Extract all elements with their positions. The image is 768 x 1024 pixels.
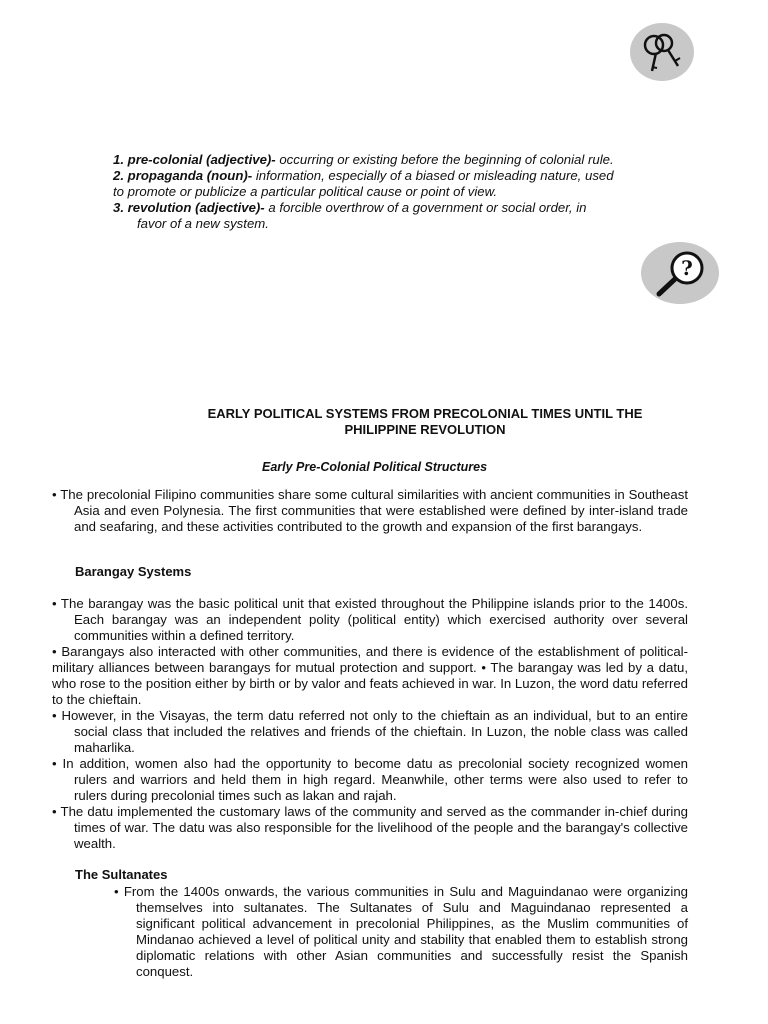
- sultanates-heading: The Sultanates: [75, 867, 168, 882]
- vocab-item: 1. pre-colonial (adjective)- occurring or existing before the beginning of colonial rule.: [113, 152, 614, 167]
- list-item: • The barangay was the basic political unit that existed throughout the Philippine islands prior to the 1400s. Each barangay was an independent polity (political entity) which exercised authority over several communities within a defined territory.: [52, 596, 688, 643]
- vocab-item: 3. revolution (adjective)- a forcible overthrow of a government or social order, in: [113, 200, 587, 215]
- intro-paragraph: • The precolonial Filipino communities share some cultural similarities with ancient communities in Southeast Asia and even Polynesia. The first communities that were established were defined by inter-island trade and seafaring, and these activities contributed to the growth and expansion of the first barangays.: [52, 487, 688, 534]
- vocab-item: 2. propaganda (noun)- information, especially of a biased or misleading nature, used: [113, 168, 614, 183]
- magnifier-question-icon: [641, 242, 719, 304]
- barangay-heading: Barangay Systems: [75, 564, 192, 579]
- svg-text:?: ?: [681, 256, 693, 280]
- list-item: • From the 1400s onwards, the various communities in Sulu and Maguindanao were organizing themselves into sultanates. The Sultanates of Sulu and Maguindanao represented a significant political advancement in precolonial Philippines, as the Muslim communities of Mindanao achieved a level of political unity and stability that enabled them to establish strong diplomatic relations with other Asian communities and successfully resist the Spanish conquest.: [114, 884, 688, 979]
- page-title: EARLY POLITICAL SYSTEMS FROM PRECOLONIAL TIMES UNTIL THE PHILIPPINE REVOLUTION: [207, 406, 643, 437]
- list-item: • The datu implemented the customary laws of the community and served as the commander in-chief during times of war. The datu was also responsible for the livelihood of the people and the barangay's collective wealth.: [52, 804, 688, 851]
- list-item: • Barangays also interacted with other communities, and there is evidence of the establishment of political-military alliances between barangays for mutual protection and support. • The barangay was led by a datu, who rose to the position either by birth or by valor and feats achieved in war. In Luzon, the word datu referred to the chieftain.: [52, 644, 688, 707]
- sultanates-section: [114, 884, 688, 980]
- list-item: • However, in the Visayas, the term datu referred not only to the chieftain as an individual, but to an entire social class that included the relatives and friends of the chieftain. In Luzon, the noble class was called maharlika.: [52, 708, 688, 755]
- section-subtitle: Early Pre-Colonial Political Structures: [262, 460, 488, 474]
- vocabulary-list: [113, 152, 693, 232]
- vocab-item-continuation: favor of a new system.: [137, 216, 269, 231]
- list-item: • In addition, women also had the opportunity to become datu as precolonial society recognized women rulers and warriors and held them in high regard. Meanwhile, other terms were also used to refer to rulers during precolonial times such as lakan and rajah.: [52, 756, 688, 803]
- barangay-section: [52, 596, 688, 852]
- keys-icon: [630, 23, 694, 81]
- vocab-item-continuation: to promote or publicize a particular political cause or point of view.: [113, 184, 498, 199]
